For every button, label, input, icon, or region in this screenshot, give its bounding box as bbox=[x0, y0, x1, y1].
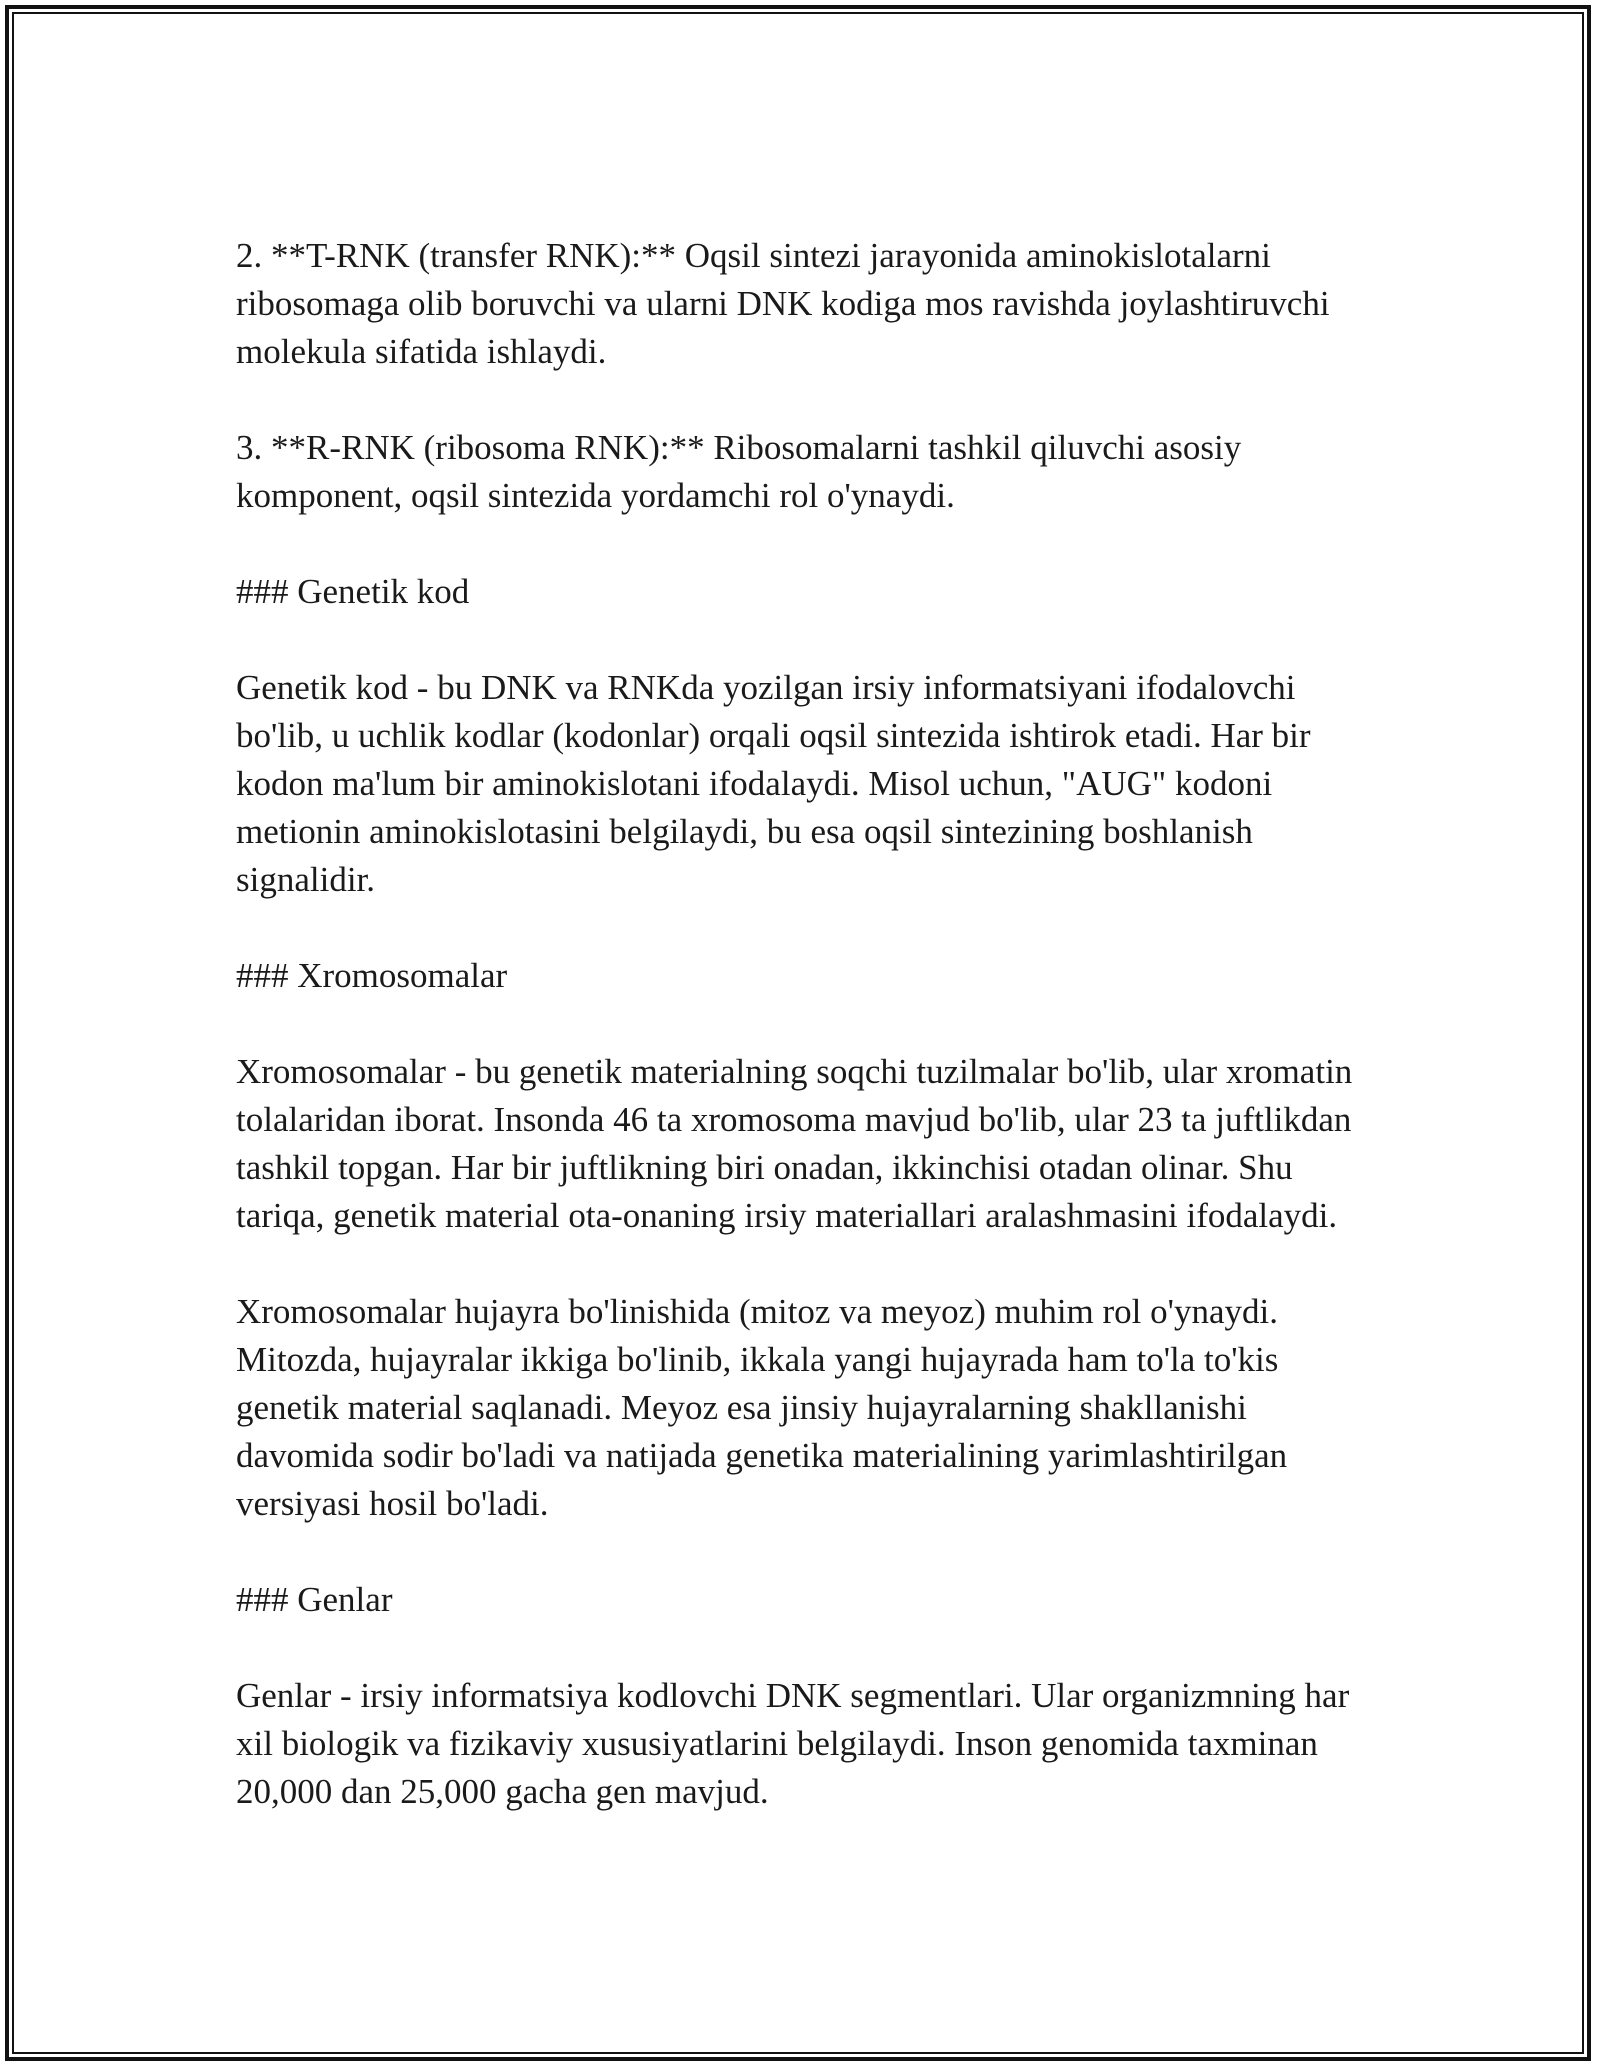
list-item-t-rnk: 2. **T-RNK (transfer RNK):** Oqsil sintezi jarayonida aminokislotalarni ribosomaga olib boruvchi va ularni DNK kodiga mos ravishda joylashtiruvchi molekula sifatida ishlaydi. bbox=[236, 236, 1330, 371]
paragraph-genetik-kod: Genetik kod - bu DNK va RNKda yozilgan irsiy informatsiyani ifodalovchi bo'lib, u uchlik kodlar (kodonlar) orqali oqsil sintezida ishtirok etadi. Har bir kodon ma'lum bir aminokislotani ifodalaydi. Misol uchun, "AUG" kodoni metionin aminokislotasini belgilaydi, bu esa oqsil sintezining boshlanish signalidir. bbox=[236, 668, 1311, 899]
list-item-r-rnk: 3. **R-RNK (ribosoma RNK):** Ribosomalarni tashkil qiluvchi asosiy komponent, oqsil sintezida yordamchi rol o'ynaydi. bbox=[236, 428, 1242, 515]
paragraph-xromosomalar-2: Xromosomalar hujayra bo'linishida (mitoz va meyoz) muhim rol o'ynaydi. Mitozda, hujayralar ikkiga bo'linib, ikkala yangi hujayrada ham to'la to'kis genetik material saqlanadi. Meyoz esa jinsiy hujayralarning shakllanishi davomida sodir bo'ladi va natijada genetika materialining yarimlashtirilgan versiyasi hosil bo'ladi. bbox=[236, 1292, 1288, 1523]
heading-xromosomalar: ### Xromosomalar bbox=[236, 956, 508, 995]
paragraph-genlar: Genlar - irsiy informatsiya kodlovchi DNK segmentlari. Ular organizmning har xil biologik va fizikaviy xususiyatlarini belgilaydi. Inson genomida taxminan 20,000 dan 25,000 gacha gen mavjud. bbox=[236, 1676, 1350, 1811]
heading-genlar: ### Genlar bbox=[236, 1580, 393, 1619]
document-body bbox=[236, 232, 1386, 1816]
heading-genetik-kod: ### Genetik kod bbox=[236, 572, 470, 611]
paragraph-xromosomalar-1: Xromosomalar - bu genetik materialning soqchi tuzilmalar bo'lib, ular xromatin tolalaridan iborat. Insonda 46 ta xromosoma mavjud bo'lib, ular 23 ta juftlikdan tashkil topgan. Har bir juftlikning biri onadan, ikkinchisi otadan olinar. Shu tariqa, genetik material ota-onaning irsiy materiallari aralashmasini ifodalaydi. bbox=[236, 1052, 1353, 1235]
